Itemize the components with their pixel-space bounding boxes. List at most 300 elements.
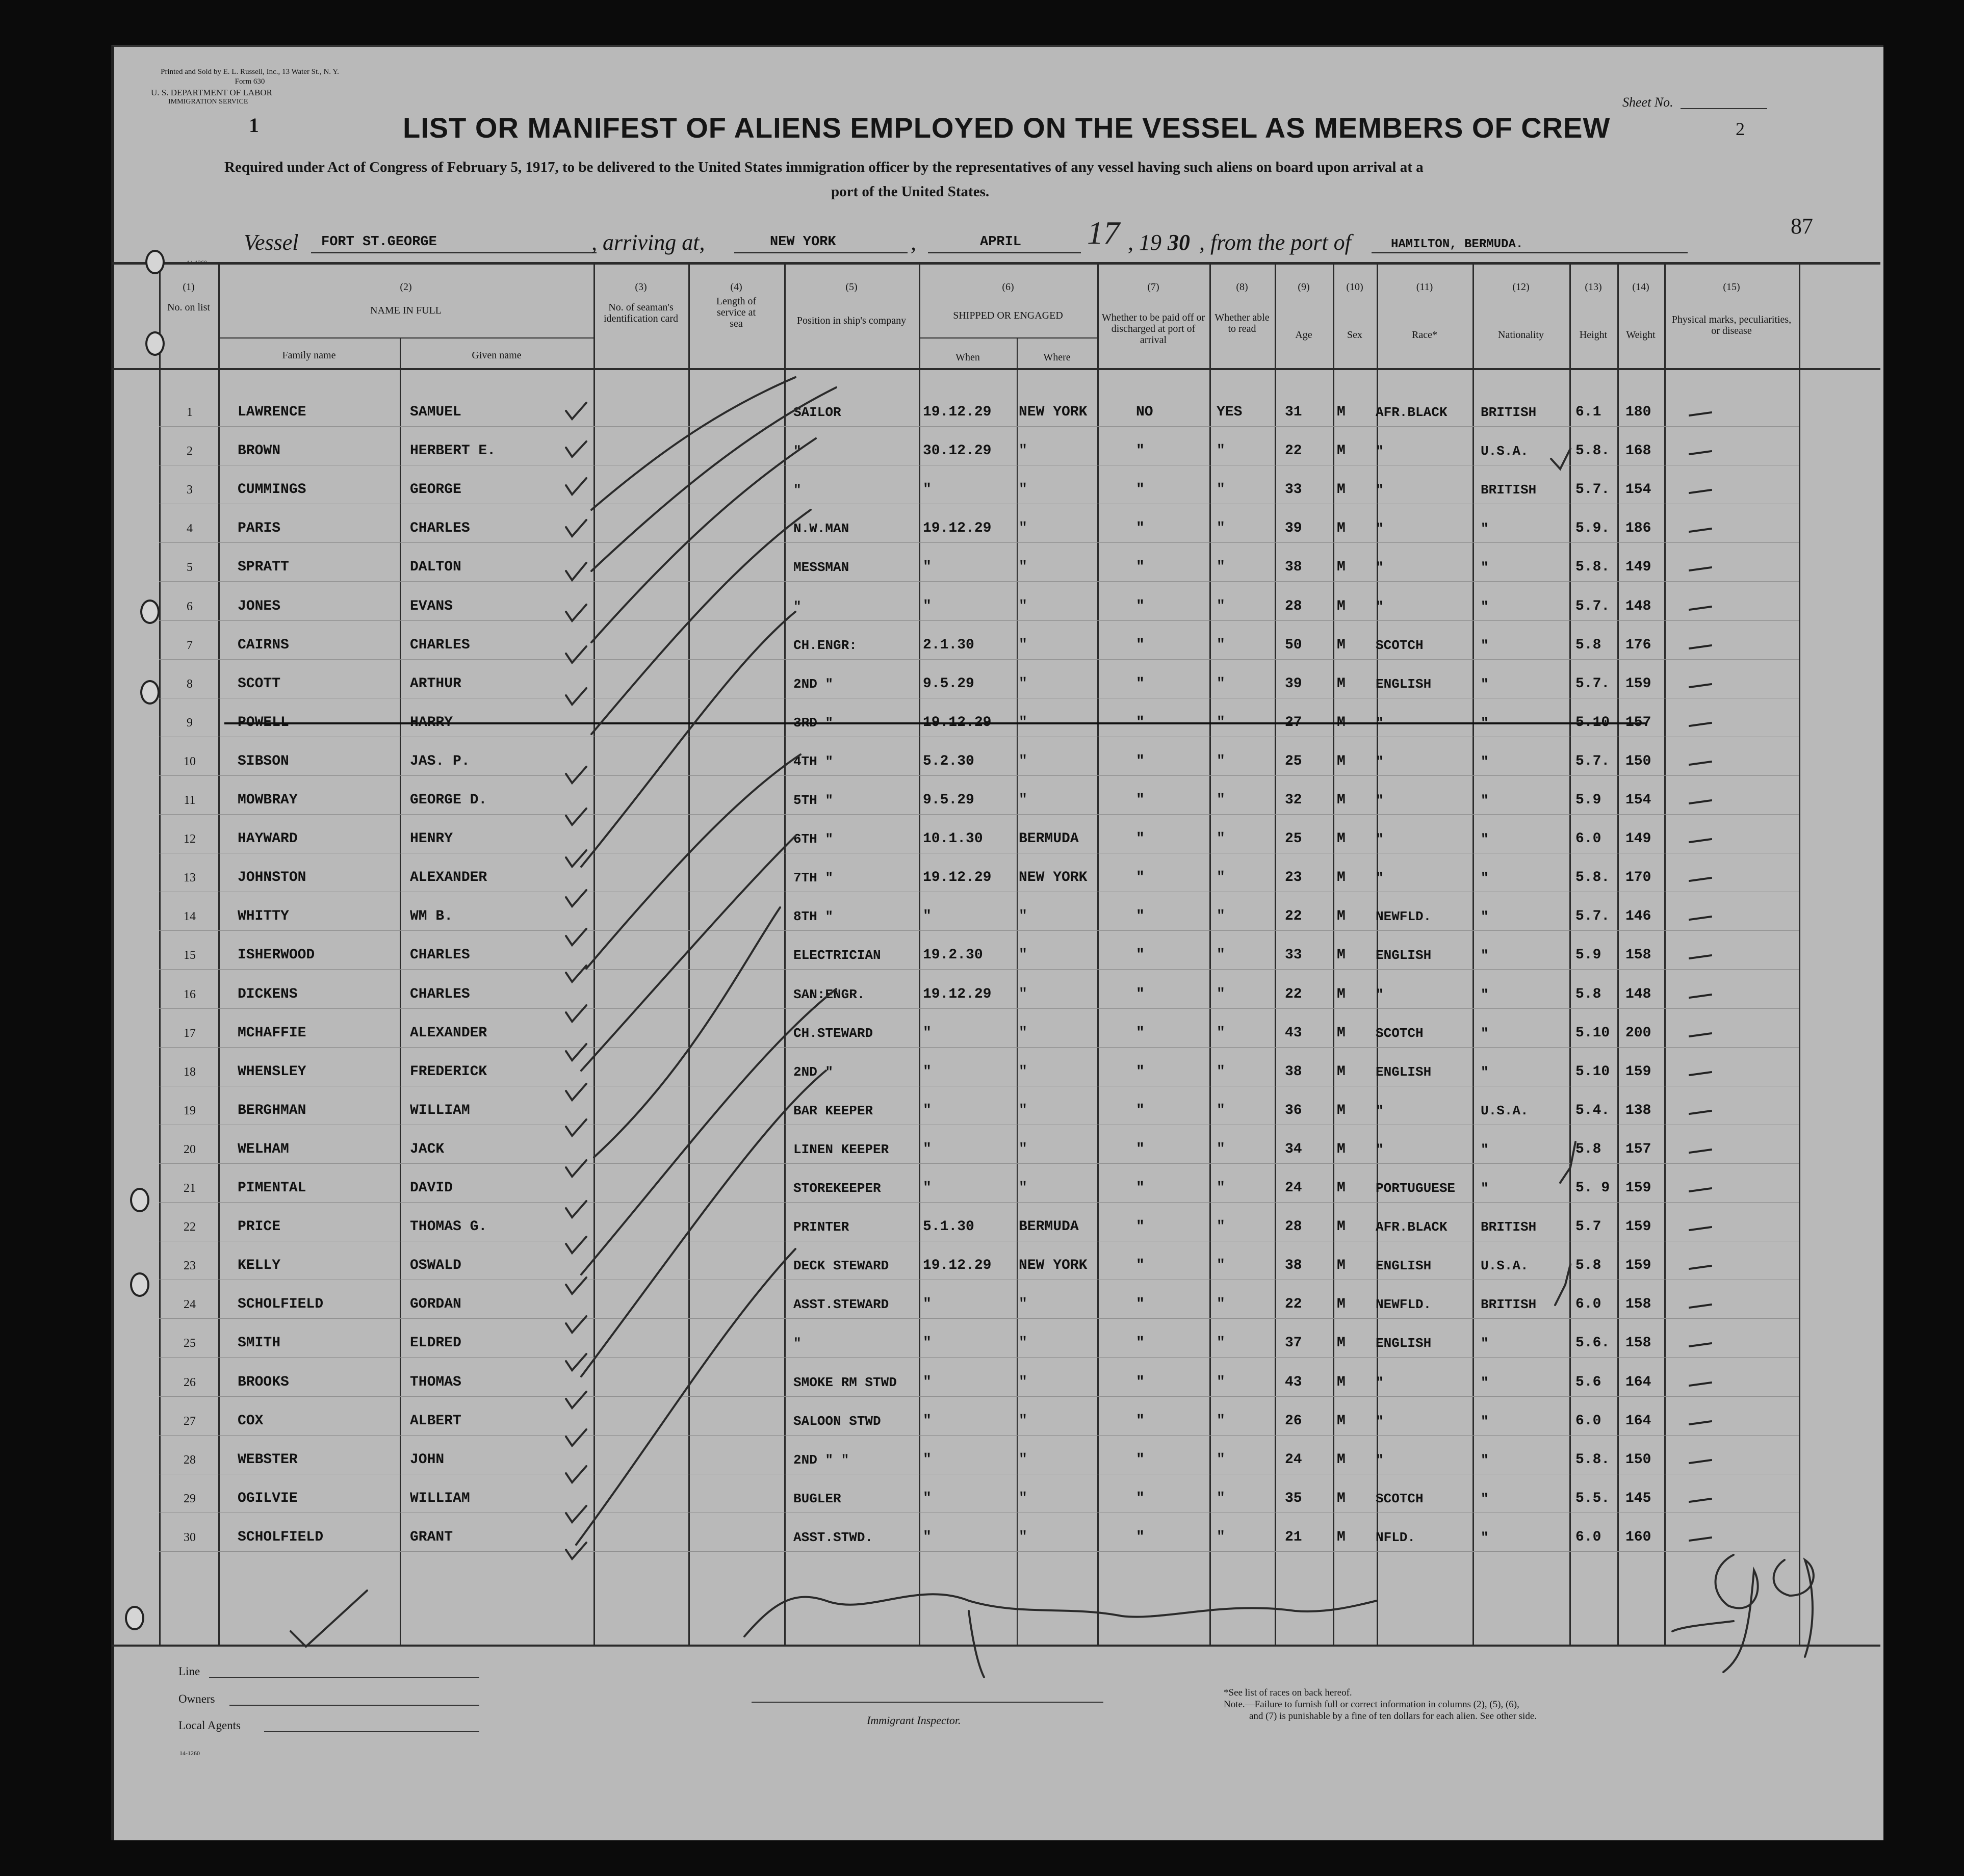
arrival-day: 17 xyxy=(1087,215,1120,251)
given-name-cell: JACK xyxy=(410,1141,445,1157)
sex-cell: M xyxy=(1337,753,1346,769)
weight-cell: 164 xyxy=(1625,1413,1651,1429)
shipped-where-cell: " xyxy=(1019,1103,1027,1118)
nationality-cell: " xyxy=(1481,676,1489,692)
position-cell: SMOKE RM STWD xyxy=(793,1375,897,1390)
paid-off-cell: " xyxy=(1136,947,1145,963)
race-cell: SCOTCH xyxy=(1376,1491,1424,1506)
paid-off-cell: " xyxy=(1136,753,1145,769)
col-14-header: Weight xyxy=(1626,329,1656,341)
row-number: 6 xyxy=(187,600,193,613)
page-number: 87 xyxy=(1791,214,1813,239)
race-cell: " xyxy=(1376,1103,1384,1118)
weight-cell: 168 xyxy=(1625,443,1651,459)
service-label: IMMIGRATION SERVICE xyxy=(168,98,248,106)
weight-cell: 176 xyxy=(1625,637,1651,653)
nationality-cell: " xyxy=(1481,1452,1489,1468)
shipped-where-cell: " xyxy=(1019,1491,1027,1506)
shipped-where-cell: NEW YORK xyxy=(1019,404,1088,420)
footnote-races: *See list of races on back hereof. xyxy=(1224,1687,1352,1698)
able-to-read-cell: " xyxy=(1217,637,1225,653)
sheet-label: Sheet No. xyxy=(1622,95,1673,110)
sex-cell: M xyxy=(1337,908,1346,924)
sex-cell: M xyxy=(1337,1374,1346,1390)
given-name-cell: DAVID xyxy=(410,1180,453,1196)
weight-cell: 157 xyxy=(1625,715,1651,731)
paid-off-cell: " xyxy=(1136,598,1145,614)
row-number: 3 xyxy=(187,483,193,497)
nationality-cell: " xyxy=(1481,638,1489,653)
shipped-where-cell: " xyxy=(1019,947,1027,963)
row-number: 27 xyxy=(184,1415,196,1428)
weight-cell: 158 xyxy=(1625,1335,1651,1351)
height-cell: 5.7. xyxy=(1575,753,1610,769)
able-to-read-cell: YES xyxy=(1217,404,1243,420)
age-cell: 31 xyxy=(1285,404,1302,420)
able-to-read-cell: " xyxy=(1217,792,1225,808)
position-cell: CH.STEWARD xyxy=(793,1026,873,1041)
sex-cell: M xyxy=(1337,1529,1346,1545)
height-cell: 5.8 xyxy=(1575,1141,1601,1157)
row-number: 19 xyxy=(184,1104,196,1117)
weight-cell: 150 xyxy=(1625,753,1651,769)
row-number: 24 xyxy=(184,1298,196,1311)
able-to-read-cell: " xyxy=(1217,1141,1225,1157)
weight-cell: 154 xyxy=(1625,482,1651,498)
given-name-cell: CHARLES xyxy=(410,637,470,653)
able-to-read-cell: " xyxy=(1217,908,1225,924)
shipped-when-cell: " xyxy=(923,1103,932,1118)
paid-off-cell: " xyxy=(1136,1452,1145,1468)
able-to-read-cell: " xyxy=(1217,870,1225,885)
height-cell: 5.6. xyxy=(1575,1335,1610,1351)
family-name-cell: PRICE xyxy=(238,1219,281,1235)
family-name-header: Family name xyxy=(282,350,336,361)
age-cell: 35 xyxy=(1285,1491,1302,1506)
given-name-cell: GEORGE xyxy=(410,482,461,498)
family-name-cell: COX xyxy=(238,1413,264,1429)
row-number: 9 xyxy=(187,716,193,729)
weight-cell: 159 xyxy=(1625,1180,1651,1196)
able-to-read-cell: " xyxy=(1217,1258,1225,1273)
height-cell: 5.7. xyxy=(1575,598,1610,614)
race-cell: " xyxy=(1376,560,1384,575)
sex-cell: M xyxy=(1337,676,1346,692)
sex-cell: M xyxy=(1337,1025,1346,1041)
height-cell: 6.0 xyxy=(1575,1529,1601,1545)
age-cell: 21 xyxy=(1285,1529,1302,1545)
sex-cell: M xyxy=(1337,637,1346,653)
age-cell: 43 xyxy=(1285,1374,1302,1390)
shipped-where-cell: " xyxy=(1019,1529,1027,1545)
age-cell: 38 xyxy=(1285,559,1302,575)
able-to-read-cell: " xyxy=(1217,443,1225,459)
paid-off-cell: " xyxy=(1136,520,1145,536)
able-to-read-cell: " xyxy=(1217,1374,1225,1390)
family-name-cell: KELLY xyxy=(238,1258,281,1273)
col-15-number: (15) xyxy=(1723,281,1740,293)
position-cell: 3RD " xyxy=(793,715,834,731)
age-cell: 22 xyxy=(1285,443,1302,459)
col-4-header: Length of service at sea xyxy=(716,296,757,329)
sex-cell: M xyxy=(1337,1413,1346,1429)
year-prefix: , 19 xyxy=(1128,230,1161,255)
nationality-cell: " xyxy=(1481,870,1489,885)
given-name-header: Given name xyxy=(472,350,522,361)
able-to-read-cell: " xyxy=(1217,1064,1225,1080)
given-name-cell: DALTON xyxy=(410,559,461,575)
row-number: 11 xyxy=(184,794,196,807)
col-9-number: (9) xyxy=(1298,281,1310,293)
family-name-cell: OGILVIE xyxy=(238,1491,298,1506)
position-cell: " xyxy=(793,1336,802,1351)
nationality-cell: " xyxy=(1481,1336,1489,1351)
height-cell: 5.9. xyxy=(1575,520,1610,536)
shipped-when-cell: 2.1.30 xyxy=(923,637,974,653)
footer-form-code: 14-1260 xyxy=(179,1750,200,1757)
row-number: 20 xyxy=(184,1143,196,1156)
arrival-port: NEW YORK xyxy=(770,234,836,250)
position-cell: MESSMAN xyxy=(793,560,849,575)
paid-off-cell: " xyxy=(1136,792,1145,808)
family-name-cell: PARIS xyxy=(238,520,281,536)
weight-cell: 148 xyxy=(1625,598,1651,614)
shipped-when-cell: 19.12.29 xyxy=(923,1258,992,1273)
race-cell: " xyxy=(1376,715,1384,731)
able-to-read-cell: " xyxy=(1217,1452,1225,1468)
weight-cell: 170 xyxy=(1625,870,1651,885)
row-number: 1 xyxy=(187,406,193,419)
family-name-cell: BROWN xyxy=(238,443,281,459)
given-name-cell: CHARLES xyxy=(410,947,470,963)
paid-off-cell: " xyxy=(1136,1374,1145,1390)
col-3-number: (3) xyxy=(635,281,647,293)
col-11-header: Race* xyxy=(1412,329,1437,341)
nationality-cell: " xyxy=(1481,1530,1489,1545)
shipped-when-cell: " xyxy=(923,1296,932,1312)
sex-cell: M xyxy=(1337,443,1346,459)
position-cell: SAN:ENGR. xyxy=(793,987,865,1002)
shipped-where-cell: " xyxy=(1019,753,1027,769)
shipped-where-cell: " xyxy=(1019,908,1027,924)
race-cell: " xyxy=(1376,793,1384,808)
race-cell: NEWFLD. xyxy=(1376,1297,1432,1312)
shipped-when-cell: 30.12.29 xyxy=(923,443,992,459)
shipped-when-cell: " xyxy=(923,1025,932,1041)
age-cell: 28 xyxy=(1285,598,1302,614)
shipped-when-cell: 19.12.29 xyxy=(923,520,992,536)
line-field xyxy=(209,1677,479,1678)
footnote-penalty-1: Note.—Failure to furnish full or correct information in columns (2), (5), (6), xyxy=(1224,1699,1519,1710)
age-cell: 25 xyxy=(1285,831,1302,847)
shipped-where-cell: " xyxy=(1019,1064,1027,1080)
shipped-when-cell: " xyxy=(923,598,932,614)
weight-cell: 186 xyxy=(1625,520,1651,536)
row-number: 10 xyxy=(184,755,196,768)
race-cell: NFLD. xyxy=(1376,1530,1416,1545)
age-cell: 22 xyxy=(1285,986,1302,1002)
given-name-cell: GEORGE D. xyxy=(410,792,487,808)
height-cell: 5.8. xyxy=(1575,559,1610,575)
col-9-header: Age xyxy=(1295,329,1312,341)
age-cell: 24 xyxy=(1285,1180,1302,1196)
subtitle-line-1: Required under Act of Congress of February 5, 1917, to be delivered to the United States immigration officer by the representatives of any vessel having such aliens on board upon arrival at a xyxy=(224,159,1424,175)
weight-cell: 150 xyxy=(1625,1452,1651,1468)
age-cell: 22 xyxy=(1285,1296,1302,1312)
sex-cell: M xyxy=(1337,1064,1346,1080)
row-number: 30 xyxy=(184,1531,196,1544)
paid-off-cell: NO xyxy=(1136,404,1153,420)
given-name-cell: FREDERICK xyxy=(410,1064,487,1080)
from-label: , from the port of xyxy=(1199,230,1351,255)
shipped-where-cell: BERMUDA xyxy=(1019,831,1079,847)
shipped-where-cell: " xyxy=(1019,715,1027,731)
race-cell: NEWFLD. xyxy=(1376,909,1432,924)
position-cell: ASST.STEWARD xyxy=(793,1297,889,1312)
race-cell: " xyxy=(1376,831,1384,847)
position-cell: 2ND " xyxy=(793,676,834,692)
sex-cell: M xyxy=(1337,1258,1346,1273)
family-name-cell: POWELL xyxy=(238,715,289,731)
col-5-number: (5) xyxy=(845,281,858,293)
height-cell: 5.10 xyxy=(1575,715,1610,731)
height-cell: 5.8. xyxy=(1575,870,1610,885)
family-name-cell: BERGHMAN xyxy=(238,1103,306,1118)
able-to-read-cell: " xyxy=(1217,1025,1225,1041)
weight-cell: 180 xyxy=(1625,404,1651,420)
shipped-where-cell: " xyxy=(1019,1180,1027,1196)
given-name-cell: ELDRED xyxy=(410,1335,461,1351)
paid-off-cell: " xyxy=(1136,1491,1145,1506)
position-cell: SAILOR xyxy=(793,405,841,420)
age-cell: 39 xyxy=(1285,676,1302,692)
row-number: 14 xyxy=(184,910,196,923)
inspector-signature-line xyxy=(752,1702,1103,1703)
weight-cell: 160 xyxy=(1625,1529,1651,1545)
shipped-when-cell: 19.12.29 xyxy=(923,715,992,731)
nationality-cell: " xyxy=(1481,1375,1489,1390)
position-cell: " xyxy=(793,482,802,498)
able-to-read-cell: " xyxy=(1217,1491,1225,1506)
paid-off-cell: " xyxy=(1136,986,1145,1002)
row-number: 29 xyxy=(184,1492,196,1505)
able-to-read-cell: " xyxy=(1217,715,1225,731)
sex-cell: M xyxy=(1337,1219,1346,1235)
height-cell: 5.8 xyxy=(1575,986,1601,1002)
owners-label: Owners xyxy=(178,1692,215,1705)
able-to-read-cell: " xyxy=(1217,831,1225,847)
height-cell: 6.0 xyxy=(1575,1413,1601,1429)
height-cell: 5.4. xyxy=(1575,1103,1610,1118)
sex-cell: M xyxy=(1337,1180,1346,1196)
shipped-when-cell: " xyxy=(923,1529,932,1545)
sex-cell: M xyxy=(1337,1491,1346,1506)
sex-cell: M xyxy=(1337,482,1346,498)
subtitle-line-2: port of the United States. xyxy=(831,184,990,200)
paid-off-cell: " xyxy=(1136,443,1145,459)
col-1-number: (1) xyxy=(183,281,195,293)
shipped-where-cell: " xyxy=(1019,1335,1027,1351)
row-number: 4 xyxy=(187,522,193,535)
paid-off-cell: " xyxy=(1136,1413,1145,1429)
given-name-cell: THOMAS xyxy=(410,1374,461,1390)
paid-off-cell: " xyxy=(1136,1025,1145,1041)
given-name-cell: ALBERT xyxy=(410,1413,461,1429)
able-to-read-cell: " xyxy=(1217,598,1225,614)
shipped-where-cell: " xyxy=(1019,792,1027,808)
sheet-number: 2 xyxy=(1736,119,1745,139)
family-name-cell: WELHAM xyxy=(238,1141,289,1157)
shipped-where-cell: " xyxy=(1019,676,1027,692)
age-cell: 38 xyxy=(1285,1064,1302,1080)
department-label: U. S. DEPARTMENT OF LABOR xyxy=(151,88,272,97)
row-number: 13 xyxy=(184,871,196,884)
nationality-cell: " xyxy=(1481,1064,1489,1080)
row-number: 28 xyxy=(184,1453,196,1467)
shipped-when-cell: 5.2.30 xyxy=(923,753,974,769)
given-name-cell: GORDAN xyxy=(410,1296,461,1312)
height-cell: 5.6 xyxy=(1575,1374,1601,1390)
from-port: HAMILTON, BERMUDA. xyxy=(1391,238,1523,251)
col-6-number: (6) xyxy=(1002,281,1014,293)
family-name-cell: SCHOLFIELD xyxy=(238,1529,324,1545)
age-cell: 24 xyxy=(1285,1452,1302,1468)
shipped-when-cell: " xyxy=(923,1374,932,1390)
height-cell: 6.0 xyxy=(1575,1296,1601,1312)
race-cell: " xyxy=(1376,754,1384,769)
race-cell: ENGLISH xyxy=(1376,948,1432,963)
position-cell: 5TH " xyxy=(793,793,834,808)
given-name-cell: ALEXANDER xyxy=(410,870,487,885)
sex-cell: M xyxy=(1337,1141,1346,1157)
weight-cell: 157 xyxy=(1625,1141,1651,1157)
sex-cell: M xyxy=(1337,715,1346,731)
family-name-cell: MCHAFFIE xyxy=(238,1025,306,1041)
height-cell: 6.0 xyxy=(1575,831,1601,847)
family-name-cell: WEBSTER xyxy=(238,1452,298,1468)
sex-cell: M xyxy=(1337,792,1346,808)
paid-off-cell: " xyxy=(1136,715,1145,731)
local-agents-label: Local Agents xyxy=(178,1719,241,1732)
age-cell: 33 xyxy=(1285,947,1302,963)
age-cell: 50 xyxy=(1285,637,1302,653)
age-cell: 34 xyxy=(1285,1141,1302,1157)
shipped-where-cell: " xyxy=(1019,986,1027,1002)
able-to-read-cell: " xyxy=(1217,1180,1225,1196)
height-cell: 5.7. xyxy=(1575,908,1610,924)
shipped-where-cell: " xyxy=(1019,1141,1027,1157)
shipped-where-cell: " xyxy=(1019,1374,1027,1390)
nationality-cell: " xyxy=(1481,987,1489,1002)
position-cell: SALOON STWD xyxy=(793,1414,881,1429)
family-name-cell: HAYWARD xyxy=(238,831,298,847)
age-cell: 22 xyxy=(1285,908,1302,924)
age-cell: 33 xyxy=(1285,482,1302,498)
age-cell: 26 xyxy=(1285,1413,1302,1429)
age-cell: 32 xyxy=(1285,792,1302,808)
row-number: 12 xyxy=(184,832,196,846)
paid-off-cell: " xyxy=(1136,676,1145,692)
race-cell: ENGLISH xyxy=(1376,676,1432,692)
weight-cell: 159 xyxy=(1625,1258,1651,1273)
age-cell: 28 xyxy=(1285,1219,1302,1235)
row-number: 18 xyxy=(184,1065,196,1079)
position-cell: 6TH " xyxy=(793,831,834,847)
sex-cell: M xyxy=(1337,1103,1346,1118)
given-name-cell: GRANT xyxy=(410,1529,453,1545)
family-name-cell: JOHNSTON xyxy=(238,870,306,885)
given-name-cell: SAMUEL xyxy=(410,404,461,420)
weight-cell: 149 xyxy=(1625,831,1651,847)
race-cell: " xyxy=(1376,987,1384,1002)
weight-cell: 148 xyxy=(1625,986,1651,1002)
nationality-cell: " xyxy=(1481,715,1489,731)
given-name-cell: THOMAS G. xyxy=(410,1219,487,1235)
weight-cell: 146 xyxy=(1625,908,1651,924)
paid-off-cell: " xyxy=(1136,482,1145,498)
weight-cell: 149 xyxy=(1625,559,1651,575)
able-to-read-cell: " xyxy=(1217,1103,1225,1118)
paid-off-cell: " xyxy=(1136,1296,1145,1312)
family-name-cell: WHITTY xyxy=(238,908,289,924)
age-cell: 27 xyxy=(1285,715,1302,731)
able-to-read-cell: " xyxy=(1217,753,1225,769)
row-number: 26 xyxy=(184,1376,196,1389)
shipped-when-cell: " xyxy=(923,1064,932,1080)
weight-cell: 145 xyxy=(1625,1491,1651,1506)
height-cell: 5.7 xyxy=(1575,1219,1601,1235)
shipped-when-cell: " xyxy=(923,482,932,498)
col-1-header: No. on list xyxy=(167,302,210,313)
given-name-cell: JOHN xyxy=(410,1452,445,1468)
paid-off-cell: " xyxy=(1136,831,1145,847)
sex-cell: M xyxy=(1337,947,1346,963)
row-number: 23 xyxy=(184,1259,196,1272)
col-11-number: (11) xyxy=(1416,281,1433,293)
given-name-cell: JAS. P. xyxy=(410,753,470,769)
race-cell: AFR.BLACK xyxy=(1376,1219,1448,1235)
position-cell: ELECTRICIAN xyxy=(793,948,881,963)
height-cell: 5.9 xyxy=(1575,792,1601,808)
family-name-cell: SPRATT xyxy=(238,559,289,575)
col-5-header: Position in ship's company xyxy=(796,315,907,326)
family-name-cell: ISHERWOOD xyxy=(238,947,315,963)
row-number: 7 xyxy=(187,639,193,652)
able-to-read-cell: " xyxy=(1217,1529,1225,1545)
weight-cell: 138 xyxy=(1625,1103,1651,1118)
given-name-cell: HARRY xyxy=(410,715,453,731)
position-cell: " xyxy=(793,444,802,459)
age-cell: 43 xyxy=(1285,1025,1302,1041)
weight-cell: 154 xyxy=(1625,792,1651,808)
shipped-when-cell: " xyxy=(923,908,932,924)
race-cell: " xyxy=(1376,870,1384,885)
age-cell: 39 xyxy=(1285,520,1302,536)
shipped-where-cell: " xyxy=(1019,1296,1027,1312)
given-name-cell: HERBERT E. xyxy=(410,443,496,459)
sex-cell: M xyxy=(1337,1335,1346,1351)
col-10-header: Sex xyxy=(1347,329,1362,341)
col-13-number: (13) xyxy=(1585,281,1602,293)
sex-cell: M xyxy=(1337,559,1346,575)
when-header: When xyxy=(955,352,980,363)
paid-off-cell: " xyxy=(1136,1219,1145,1235)
position-cell: PRINTER xyxy=(793,1219,849,1235)
sex-cell: M xyxy=(1337,598,1346,614)
family-name-cell: SIBSON xyxy=(238,753,289,769)
row-number: 15 xyxy=(184,949,196,962)
row-number: 16 xyxy=(184,988,196,1001)
